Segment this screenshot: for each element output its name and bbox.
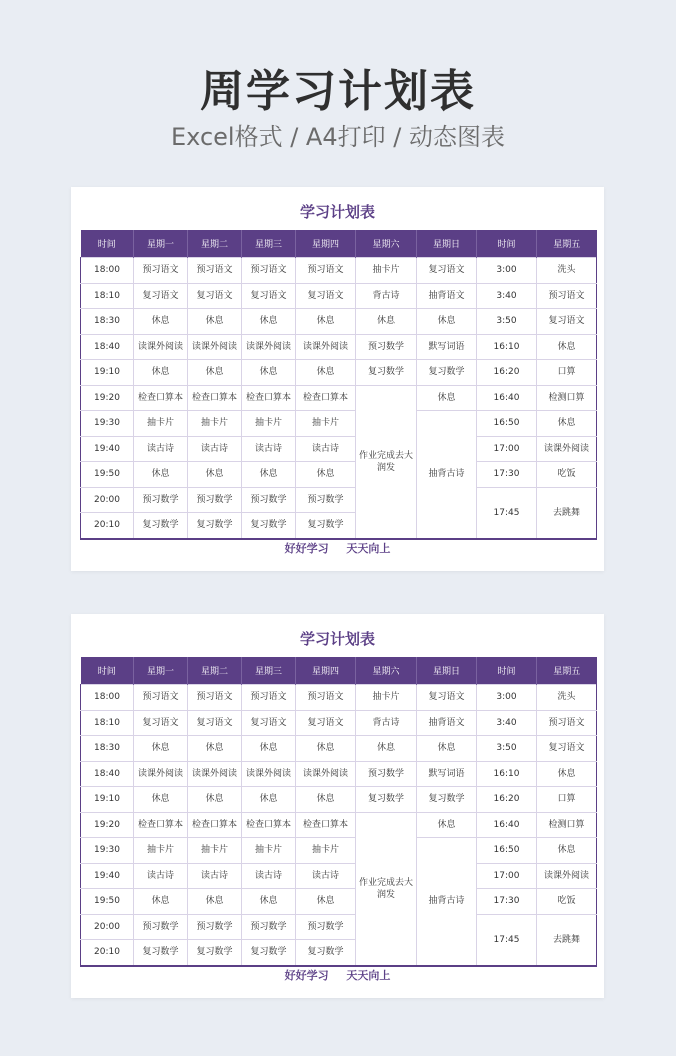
table-row — [81, 710, 597, 736]
task-cell: 休息 — [134, 736, 188, 762]
task-cell: 预习数学 — [188, 914, 242, 940]
task-cell: 读课外阅读 — [134, 334, 188, 360]
friday-time-cell: 16:50 — [477, 838, 537, 864]
table-row — [81, 812, 597, 838]
header-cell: 星期三 — [242, 657, 296, 685]
header-cell: 时间 — [477, 657, 537, 685]
task-cell: 复习数学 — [242, 513, 296, 539]
header-row — [81, 230, 597, 258]
saturday-cell: 抽卡片 — [356, 258, 417, 284]
task-cell: 休息 — [188, 462, 242, 488]
task-cell: 读古诗 — [296, 863, 356, 889]
table-row — [81, 462, 597, 488]
task-cell: 休息 — [296, 787, 356, 813]
task-cell: 休息 — [188, 787, 242, 813]
saturday-cell: 复习数学 — [356, 360, 417, 386]
friday-cell: 口算 — [537, 360, 597, 386]
task-cell: 读课外阅读 — [296, 334, 356, 360]
header-cell: 星期五 — [537, 230, 597, 258]
time-cell: 19:10 — [81, 360, 134, 386]
saturday-cell: 背古诗 — [356, 283, 417, 309]
friday-cell: 检测口算 — [537, 812, 597, 838]
task-cell: 休息 — [242, 360, 296, 386]
table-row — [81, 685, 597, 711]
task-cell: 读课外阅读 — [134, 761, 188, 787]
task-cell: 预习语文 — [188, 258, 242, 284]
sunday-merged-cell: 抽背古诗 — [417, 411, 477, 539]
task-cell: 读古诗 — [188, 436, 242, 462]
task-cell: 预习语文 — [296, 685, 356, 711]
task-cell: 休息 — [296, 889, 356, 915]
friday-cell: 去跳舞 — [537, 487, 597, 539]
task-cell: 休息 — [296, 360, 356, 386]
task-cell: 休息 — [296, 309, 356, 335]
friday-time-cell: 17:00 — [477, 863, 537, 889]
task-cell: 预习数学 — [296, 487, 356, 513]
task-cell: 检查口算本 — [296, 385, 356, 411]
task-cell: 休息 — [134, 787, 188, 813]
task-cell: 检查口算本 — [296, 812, 356, 838]
header-cell: 星期二 — [188, 657, 242, 685]
saturday-cell: 复习数学 — [356, 787, 417, 813]
sunday-cell: 复习语文 — [417, 685, 477, 711]
task-cell: 复习语文 — [242, 283, 296, 309]
sunday-cell: 复习语文 — [417, 258, 477, 284]
header-cell: 星期日 — [417, 657, 477, 685]
header-cell: 星期一 — [134, 657, 188, 685]
task-cell: 复习语文 — [188, 710, 242, 736]
sunday-cell: 休息 — [417, 736, 477, 762]
task-cell: 休息 — [188, 736, 242, 762]
task-cell: 复习数学 — [296, 940, 356, 966]
table-row — [81, 436, 597, 462]
time-cell: 19:30 — [81, 411, 134, 437]
task-cell: 复习语文 — [296, 283, 356, 309]
footer-right: 天天向上 — [346, 542, 391, 555]
friday-cell: 读课外阅读 — [537, 436, 597, 462]
friday-cell: 洗头 — [537, 685, 597, 711]
friday-cell: 复习语文 — [537, 736, 597, 762]
task-cell: 休息 — [134, 360, 188, 386]
table-row — [81, 914, 597, 940]
task-cell: 复习语文 — [296, 710, 356, 736]
table-row — [81, 487, 597, 513]
friday-cell: 口算 — [537, 787, 597, 813]
task-cell: 休息 — [188, 889, 242, 915]
task-cell: 复习数学 — [296, 513, 356, 539]
footer-left: 好好学习 — [284, 969, 329, 982]
saturday-merged-cell: 作业完成去大润发 — [356, 385, 417, 539]
friday-time-cell: 3:40 — [477, 710, 537, 736]
task-cell: 预习数学 — [242, 487, 296, 513]
friday-time-cell: 16:20 — [477, 787, 537, 813]
time-cell: 19:10 — [81, 787, 134, 813]
table-row — [81, 360, 597, 386]
task-cell: 复习数学 — [188, 513, 242, 539]
sunday-cell: 休息 — [417, 309, 477, 335]
task-cell: 复习数学 — [242, 940, 296, 966]
sunday-merged-cell: 抽背古诗 — [417, 838, 477, 966]
friday-time-cell: 17:00 — [477, 436, 537, 462]
time-cell: 18:10 — [81, 710, 134, 736]
task-cell: 复习数学 — [188, 940, 242, 966]
table-row — [81, 283, 597, 309]
friday-time-cell: 16:10 — [477, 334, 537, 360]
time-cell: 18:30 — [81, 309, 134, 335]
friday-cell: 吃饭 — [537, 462, 597, 488]
sunday-cell: 抽背语文 — [417, 283, 477, 309]
time-cell: 18:00 — [81, 685, 134, 711]
task-cell: 休息 — [242, 889, 296, 915]
footer-left: 好好学习 — [284, 542, 329, 555]
schedule-sheet-2 — [71, 614, 604, 998]
header-cell: 星期三 — [242, 230, 296, 258]
schedule-sheet-1 — [71, 187, 604, 571]
friday-cell: 预习语文 — [537, 283, 597, 309]
saturday-cell: 休息 — [356, 309, 417, 335]
friday-time-cell: 16:50 — [477, 411, 537, 437]
saturday-cell: 背古诗 — [356, 710, 417, 736]
time-cell: 20:00 — [81, 487, 134, 513]
task-cell: 读课外阅读 — [242, 761, 296, 787]
sunday-cell: 默写词语 — [417, 761, 477, 787]
task-cell: 休息 — [242, 787, 296, 813]
schedule-table — [80, 230, 597, 540]
time-cell: 20:00 — [81, 914, 134, 940]
sunday-cell: 休息 — [417, 812, 477, 838]
time-cell: 19:50 — [81, 462, 134, 488]
saturday-cell: 休息 — [356, 736, 417, 762]
task-cell: 休息 — [296, 462, 356, 488]
friday-time-cell: 3:50 — [477, 309, 537, 335]
time-cell: 18:00 — [81, 258, 134, 284]
friday-cell: 休息 — [537, 334, 597, 360]
task-cell: 读古诗 — [188, 863, 242, 889]
table-row — [81, 863, 597, 889]
task-cell: 读古诗 — [296, 436, 356, 462]
friday-cell: 预习语文 — [537, 710, 597, 736]
task-cell: 预习语文 — [134, 258, 188, 284]
footer-right: 天天向上 — [346, 969, 391, 982]
task-cell: 抽卡片 — [242, 838, 296, 864]
friday-time-cell: 16:10 — [477, 761, 537, 787]
time-cell: 18:10 — [81, 283, 134, 309]
task-cell: 复习语文 — [134, 283, 188, 309]
friday-cell: 休息 — [537, 411, 597, 437]
task-cell: 抽卡片 — [134, 838, 188, 864]
header-cell: 星期四 — [296, 230, 356, 258]
task-cell: 复习数学 — [134, 513, 188, 539]
friday-time-cell: 17:45 — [477, 487, 537, 539]
task-cell: 休息 — [242, 309, 296, 335]
time-cell: 20:10 — [81, 940, 134, 966]
task-cell: 检查口算本 — [188, 812, 242, 838]
sheet-title: 学习计划表 — [299, 203, 375, 221]
task-cell: 抽卡片 — [188, 411, 242, 437]
task-cell: 检查口算本 — [134, 812, 188, 838]
time-cell: 19:20 — [81, 812, 134, 838]
friday-time-cell: 16:40 — [477, 385, 537, 411]
header-cell: 时间 — [477, 230, 537, 258]
friday-cell: 吃饭 — [537, 889, 597, 915]
table-row — [81, 787, 597, 813]
task-cell: 读课外阅读 — [296, 761, 356, 787]
saturday-cell: 预习数学 — [356, 334, 417, 360]
task-cell: 预习语文 — [242, 685, 296, 711]
task-cell: 休息 — [134, 309, 188, 335]
header-cell: 星期一 — [134, 230, 188, 258]
friday-time-cell: 3:00 — [477, 258, 537, 284]
task-cell: 复习数学 — [134, 940, 188, 966]
saturday-cell: 抽卡片 — [356, 685, 417, 711]
task-cell: 复习语文 — [188, 283, 242, 309]
time-cell: 20:10 — [81, 513, 134, 539]
friday-time-cell: 3:50 — [477, 736, 537, 762]
task-cell: 复习语文 — [242, 710, 296, 736]
task-cell: 检查口算本 — [242, 812, 296, 838]
sheet-title: 学习计划表 — [299, 630, 375, 648]
friday-cell: 复习语文 — [537, 309, 597, 335]
header-cell: 星期六 — [356, 657, 417, 685]
task-cell: 抽卡片 — [296, 838, 356, 864]
task-cell: 读古诗 — [134, 863, 188, 889]
time-cell: 19:50 — [81, 889, 134, 915]
friday-time-cell: 3:40 — [477, 283, 537, 309]
sheet-footer — [71, 968, 604, 984]
task-cell: 休息 — [242, 736, 296, 762]
time-cell: 19:40 — [81, 436, 134, 462]
task-cell: 预习语文 — [188, 685, 242, 711]
task-cell: 抽卡片 — [242, 411, 296, 437]
friday-time-cell: 17:30 — [477, 889, 537, 915]
friday-cell: 检测口算 — [537, 385, 597, 411]
sunday-cell: 抽背语文 — [417, 710, 477, 736]
sunday-cell: 休息 — [417, 385, 477, 411]
hero-title: 周学习计划表 — [200, 66, 476, 117]
task-cell: 预习数学 — [296, 914, 356, 940]
table-row — [81, 411, 597, 437]
task-cell: 读课外阅读 — [188, 334, 242, 360]
table-row — [81, 761, 597, 787]
friday-time-cell: 17:45 — [477, 914, 537, 966]
task-cell: 复习语文 — [134, 710, 188, 736]
task-cell: 休息 — [188, 360, 242, 386]
friday-time-cell: 3:00 — [477, 685, 537, 711]
header-cell: 星期五 — [537, 657, 597, 685]
task-cell: 读古诗 — [242, 436, 296, 462]
time-cell: 18:40 — [81, 334, 134, 360]
task-cell: 抽卡片 — [296, 411, 356, 437]
time-cell: 18:30 — [81, 736, 134, 762]
sunday-cell: 默写词语 — [417, 334, 477, 360]
task-cell: 预习数学 — [134, 487, 188, 513]
task-cell: 抽卡片 — [134, 411, 188, 437]
table-row — [81, 334, 597, 360]
table-row — [81, 309, 597, 335]
task-cell: 预习语文 — [242, 258, 296, 284]
header-cell: 时间 — [81, 657, 134, 685]
friday-cell: 休息 — [537, 838, 597, 864]
friday-time-cell: 16:20 — [477, 360, 537, 386]
task-cell: 读课外阅读 — [188, 761, 242, 787]
task-cell: 读课外阅读 — [242, 334, 296, 360]
hero-subtitle: Excel格式 / A4打印 / 动态图表 — [171, 123, 505, 151]
friday-cell: 休息 — [537, 761, 597, 787]
friday-cell: 读课外阅读 — [537, 863, 597, 889]
sunday-cell: 复习数学 — [417, 787, 477, 813]
task-cell: 检查口算本 — [134, 385, 188, 411]
table-row — [81, 889, 597, 915]
friday-cell: 去跳舞 — [537, 914, 597, 966]
header-row — [81, 657, 597, 685]
header-cell: 时间 — [81, 230, 134, 258]
sheet-footer — [71, 541, 604, 557]
friday-time-cell: 16:40 — [477, 812, 537, 838]
task-cell: 读古诗 — [242, 863, 296, 889]
task-cell: 休息 — [188, 309, 242, 335]
time-cell: 19:20 — [81, 385, 134, 411]
header-cell: 星期六 — [356, 230, 417, 258]
time-cell: 18:40 — [81, 761, 134, 787]
table-row — [81, 838, 597, 864]
task-cell: 检查口算本 — [242, 385, 296, 411]
task-cell: 预习数学 — [134, 914, 188, 940]
saturday-cell: 预习数学 — [356, 761, 417, 787]
sunday-cell: 复习数学 — [417, 360, 477, 386]
task-cell: 抽卡片 — [188, 838, 242, 864]
task-cell: 预习数学 — [242, 914, 296, 940]
task-cell: 预习语文 — [134, 685, 188, 711]
task-cell: 读古诗 — [134, 436, 188, 462]
time-cell: 19:30 — [81, 838, 134, 864]
table-row — [81, 258, 597, 284]
saturday-merged-cell: 作业完成去大润发 — [356, 812, 417, 966]
task-cell: 预习数学 — [188, 487, 242, 513]
header-cell: 星期日 — [417, 230, 477, 258]
task-cell: 休息 — [134, 889, 188, 915]
table-row — [81, 736, 597, 762]
friday-time-cell: 17:30 — [477, 462, 537, 488]
task-cell: 检查口算本 — [188, 385, 242, 411]
task-cell: 休息 — [242, 462, 296, 488]
task-cell: 休息 — [296, 736, 356, 762]
friday-cell: 洗头 — [537, 258, 597, 284]
header-cell: 星期二 — [188, 230, 242, 258]
task-cell: 休息 — [134, 462, 188, 488]
schedule-table — [80, 657, 597, 967]
task-cell: 预习语文 — [296, 258, 356, 284]
table-row — [81, 385, 597, 411]
header-cell: 星期四 — [296, 657, 356, 685]
time-cell: 19:40 — [81, 863, 134, 889]
